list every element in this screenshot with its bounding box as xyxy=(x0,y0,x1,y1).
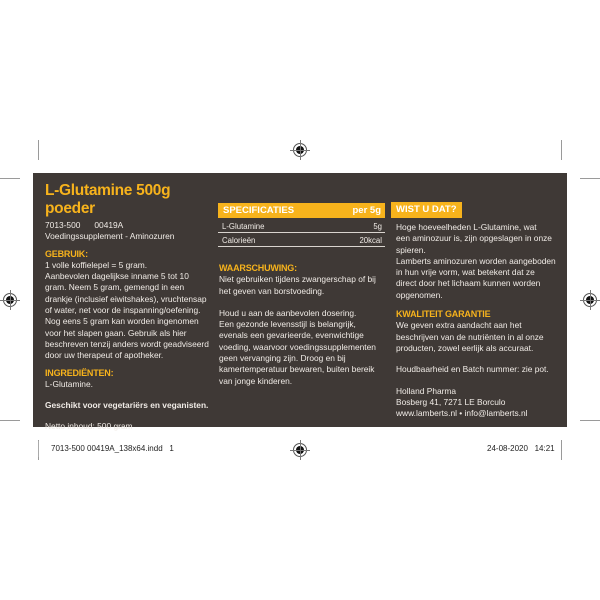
spec-row xyxy=(218,220,385,233)
advice-line: Houd u aan de aanbevolen dosering. xyxy=(219,307,357,318)
usage-line: Aanbevolen dagelijkse inname 5 tot 10 xyxy=(45,271,189,282)
specs-header xyxy=(218,203,385,218)
company-name: Holland Pharma xyxy=(396,385,457,396)
ingredients-text: L-Glutamine. xyxy=(45,378,93,389)
label-panel xyxy=(33,173,567,432)
slug-divider xyxy=(38,441,39,457)
warning-heading: WAARSCHUWING: xyxy=(219,263,297,273)
usage-line: door uw therapeut of apotheker. xyxy=(45,350,164,361)
advice-line: kamertemperatuur bewaren, buiten bereik xyxy=(219,364,375,375)
usage-line: voor het slapen gaan. Gebruik als hier xyxy=(45,327,187,338)
did-you-know-line: in hun vrije vorm, wat betekent dat ze xyxy=(396,267,535,278)
spec-row xyxy=(218,234,385,247)
product-subtitle: Voedingssupplement - Aminozuren xyxy=(45,231,175,242)
crop-mark xyxy=(580,420,600,421)
batch-info: Houdbaarheid en Batch nummer: zie pot. xyxy=(396,364,549,375)
slug-date xyxy=(487,444,555,453)
advice-line: evenals een gevarieerde, evenwichtige xyxy=(219,330,364,341)
slug-filename: 7013-500 00419A_138x64.indd 1 xyxy=(51,444,174,453)
registration-mark-icon xyxy=(293,443,307,457)
crop-mark xyxy=(580,178,600,179)
did-you-know-line: Hoge hoeveelheden L-Glutamine, wat xyxy=(396,222,537,232)
registration-mark-icon xyxy=(3,293,17,307)
specs-per: per 5g xyxy=(352,205,381,216)
net-content: Netto inhoud: 500 gram xyxy=(45,421,133,432)
usage-line: of water, net voor de inspanning/oefening. xyxy=(45,305,201,316)
product-title: L-Glutamine 500g poeder xyxy=(45,182,171,217)
quality-line: producten, zowel eerlijk als accuraat. xyxy=(396,342,534,353)
spec-value: 5g xyxy=(373,222,382,231)
quality-line: beschrijven van de nutriënten in al onze xyxy=(396,331,544,342)
spec-name: Calorieën xyxy=(222,236,256,245)
advice-line: van jonge kinderen. xyxy=(219,375,293,386)
did-you-know-line: Lamberts aminozuren worden aangeboden xyxy=(396,255,556,266)
usage-line: gram. Neem 5 gram, gemengd in een xyxy=(45,282,185,293)
quality-line: We geven extra aandacht aan het xyxy=(396,320,522,331)
ingredients-heading: INGREDIËNTEN: xyxy=(45,367,114,378)
spec-name: L-Glutamine xyxy=(222,222,265,231)
did-you-know-line: direct door het lichaam kunnen worden xyxy=(396,278,541,289)
crop-mark xyxy=(0,420,20,421)
did-you-know-line: opgenomen. xyxy=(396,289,443,300)
did-you-know-line: een aminozuur is, zijn opgeslagen in onze xyxy=(396,233,552,244)
usage-heading: GEBRUIK: xyxy=(45,248,88,259)
did-you-know-heading: WIST U DAT? xyxy=(391,202,462,218)
company-address: Bosberg 41, 7271 LE Borculo xyxy=(396,396,506,407)
column-left xyxy=(45,182,215,433)
usage-line: drankje (inclusief eiwitshakes), vruchtensap xyxy=(45,293,207,304)
usage-line: Nog eens 5 gram kan worden ingenomen xyxy=(45,316,199,327)
crop-mark xyxy=(561,440,562,460)
product-code: 7013-500 xyxy=(45,220,81,230)
spec-value: 20kcal xyxy=(359,236,382,245)
quality-heading: KWALITEIT GARANTIE xyxy=(396,309,491,320)
usage-line: beschreven tenzij anders wordt geadviseerd xyxy=(45,338,209,349)
column-middle xyxy=(219,263,389,387)
advice-line: Een gezonde levensstijl is belangrijk, xyxy=(219,319,356,330)
suitable-statement: Geschikt voor vegetariërs en veganisten. xyxy=(45,400,209,411)
specs-heading: SPECIFICATIES xyxy=(223,205,295,216)
column-right xyxy=(396,222,564,419)
registration-mark-icon xyxy=(583,293,597,307)
slug-date-value: 24-08-2020 xyxy=(487,444,528,453)
did-you-know-line: spieren. xyxy=(396,244,426,255)
registration-mark-icon xyxy=(293,143,307,157)
crop-mark xyxy=(561,140,562,160)
warning-line: het geven van borstvoeding. xyxy=(219,285,325,296)
product-batch-code: 00419A xyxy=(94,220,124,230)
usage-line: 1 volle koffielepel = 5 gram. xyxy=(45,259,148,270)
advice-line: geen vervanging zijn. Droog en bij xyxy=(219,353,346,364)
company-contact: www.lamberts.nl • info@lamberts.nl xyxy=(396,408,528,419)
slug-time: 14:21 xyxy=(534,444,555,453)
advice-line: voeding, waarvoor voedingssupplementen xyxy=(219,341,376,352)
crop-mark xyxy=(38,140,39,160)
crop-mark xyxy=(0,178,20,179)
warning-line: Niet gebruiken tijdens zwangerschap of bij xyxy=(219,274,376,285)
